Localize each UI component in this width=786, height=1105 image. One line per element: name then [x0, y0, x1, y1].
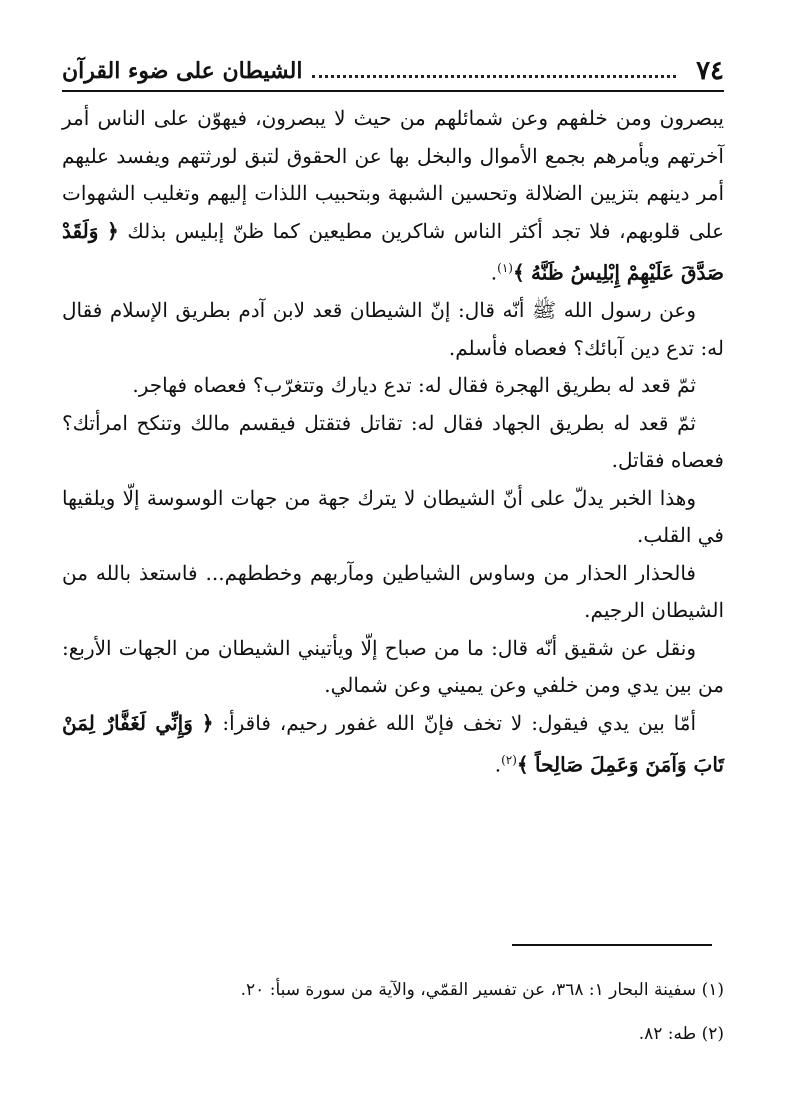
running-title: الشيطان على ضوء القرآن: [62, 58, 303, 84]
footnote-1: (١) سفينة البحار ١: ٣٦٨، عن تفسير القمّي، والآية من سورة سبأ: ٢٠.: [240, 980, 724, 1000]
paragraph-8: [62, 705, 724, 785]
paragraph-3: ثمّ قعد له بطريق الهجرة فقال له: تدع ديارك وتتغرّب؟ فعصاه فهاجر.: [132, 373, 696, 398]
footnote-ref-2: (٢): [501, 753, 517, 768]
quran-bracket-close: ﴾: [516, 752, 529, 777]
quran-bracket-open: ﴿: [107, 218, 119, 243]
quran-bracket-close: ﴾: [512, 260, 525, 285]
paragraph-5: وهذا الخبر يدلّ على أنّ الشيطان لا يترك جهة من جهات الوسوسة إلّا ويلقيها في القلب.: [62, 485, 724, 548]
paragraph-7: ونقل عن شقيق أنّه قال: ما من صباح إلّا ويأتيني الشيطان من الجهات الأربع: من بين يدي ومن خلفي وعن يميني وعن شمالي.: [62, 635, 724, 698]
footnote-separator: [512, 944, 712, 946]
header-dotted-leader: [312, 75, 676, 78]
paragraph-1: [62, 100, 724, 292]
quran-bracket-open: ﴿: [201, 710, 214, 735]
paragraph-4: ثمّ قعد له بطريق الجهاد فقال له: تقاتل فتقتل فيقسم مالك وتنكح امرأتك؟ فعصاه فقاتل.: [62, 410, 724, 473]
page-header: [62, 46, 724, 92]
page-number: ٧٤: [696, 56, 724, 86]
footnote-2: (٢) طه: ٨٢.: [638, 1024, 724, 1044]
paragraph-8-end: .: [494, 752, 502, 777]
footnote-ref-1: (١): [497, 261, 513, 275]
paragraph-2: وعن رسول الله ﷺ أنّه قال: إنّ الشيطان قعد لابن آدم بطريق الإسلام فقال له: تدع دين آبائك؟ فعصاه فأسلم.: [62, 298, 724, 360]
quran-verse-1: وَلَقَدْ صَدَّقَ عَلَيْهِمْ إِبْلِيسُ ظَنَّهُ: [62, 218, 724, 285]
page-body: [62, 100, 724, 784]
footnotes: [62, 968, 724, 1056]
quran-verse-2: وَإِنِّي لَغَفَّارٌ لِمَنْ تَابَ وَآمَنَ وَعَمِلَ صَالِحاً: [62, 710, 724, 777]
paragraph-8-text: أمّا بين يدي فيقول: لا تخف فإنّ الله غفور رحيم، فاقرأ:: [213, 710, 697, 735]
paragraph-1-text: يبصرون ومن خلفهم وعن شمائلهم من حيث لا يبصرون، فيهوّن على الناس أمر آخرتهم ويأمرهم بجمع الأموال والبخل بها عن الحقوق لتبق لورثتهم ويفسد عليهم أمر دينهم بتزيين الضلالة وتحسين الشبهة وبتحبيب اللذات إليهم وتغليب الشهوات على قلوبهم، فلا تجد أكثر الناس شاكرين مطيعين كما ظنّ إبليس بذلك: [62, 106, 725, 243]
paragraph-1-end: .: [490, 260, 498, 285]
paragraph-6: فالحذار الحذار من وساوس الشياطين ومآربهم وخططهم... فاستعذ بالله من الشيطان الرجيم.: [62, 560, 724, 623]
